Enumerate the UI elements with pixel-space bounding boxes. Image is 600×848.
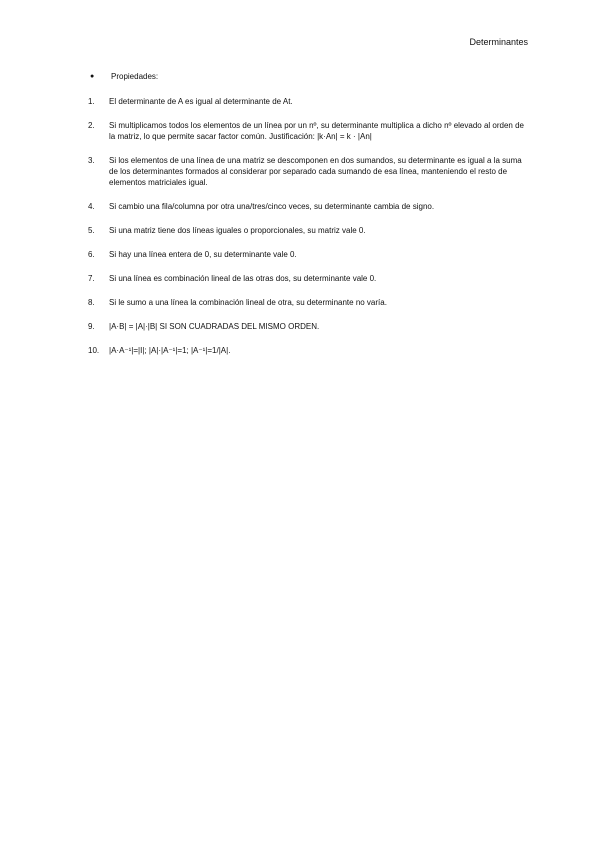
list-item <box>88 345 528 356</box>
section-heading-row <box>88 71 528 82</box>
page-header-title: Determinantes <box>469 37 528 47</box>
list-item-text: |A·B| = |A|·|B| SI SON CUADRADAS DEL MISMO ORDEN. <box>109 322 320 331</box>
document-body <box>88 71 528 369</box>
list-item-number: 9. <box>88 322 95 331</box>
list-item-text: El determinante de A es igual al determinante de At. <box>109 97 293 106</box>
list-item <box>88 273 528 284</box>
list-item-text: Si cambio una fila/columna por otra una/tres/cinco veces, su determinante cambia de signo. <box>109 202 435 211</box>
list-item-number: 1. <box>88 97 95 106</box>
list-item <box>88 155 528 188</box>
list-item <box>88 249 528 260</box>
list-item <box>88 225 528 236</box>
list-item-number: 7. <box>88 274 95 283</box>
list-item-number: 6. <box>88 250 95 259</box>
list-item <box>88 201 528 212</box>
list-item-text: Si hay una línea entera de 0, su determinante vale 0. <box>109 250 297 259</box>
list-item <box>88 321 528 332</box>
list-item-number: 3. <box>88 156 95 165</box>
list-item-number: 2. <box>88 121 95 130</box>
list-item-text: Si le sumo a una línea la combinación lineal de otra, su determinante no varía. <box>109 298 387 307</box>
list-item <box>88 96 528 107</box>
list-item <box>88 120 528 142</box>
list-item-text: Si los elementos de una línea de una matriz se descomponen en dos sumandos, su determinante es igual a la suma de los determinantes formados al considerar por separado cada sumando de esa línea, manteniendo el resto de elementos matriciales igual. <box>109 156 522 187</box>
list-item-text: |A·A⁻¹|=|I|; |A|·|A⁻¹|=1; |A⁻¹|=1/|A|. <box>109 346 231 355</box>
section-heading: Propiedades: <box>111 72 159 81</box>
list-item-number: 5. <box>88 226 95 235</box>
list-item-text: Si una línea es combinación lineal de las otras dos, su determinante vale 0. <box>109 274 377 283</box>
list-item-text: Si multiplicamos todos los elementos de un línea por un nº, su determinante multiplica a dicho nº elevado al orden de la matriz, lo que permite sacar factor común. Justificación: |k·An| = k · |An| <box>109 121 524 141</box>
list-item-number: 8. <box>88 298 95 307</box>
list-item-text: Si una matriz tiene dos líneas iguales o proporcionales, su matriz vale 0. <box>109 226 366 235</box>
bullet-icon: ● <box>90 73 95 80</box>
list-item-number: 4. <box>88 202 95 211</box>
list-item <box>88 297 528 308</box>
list-item-number: 10. <box>88 346 100 355</box>
